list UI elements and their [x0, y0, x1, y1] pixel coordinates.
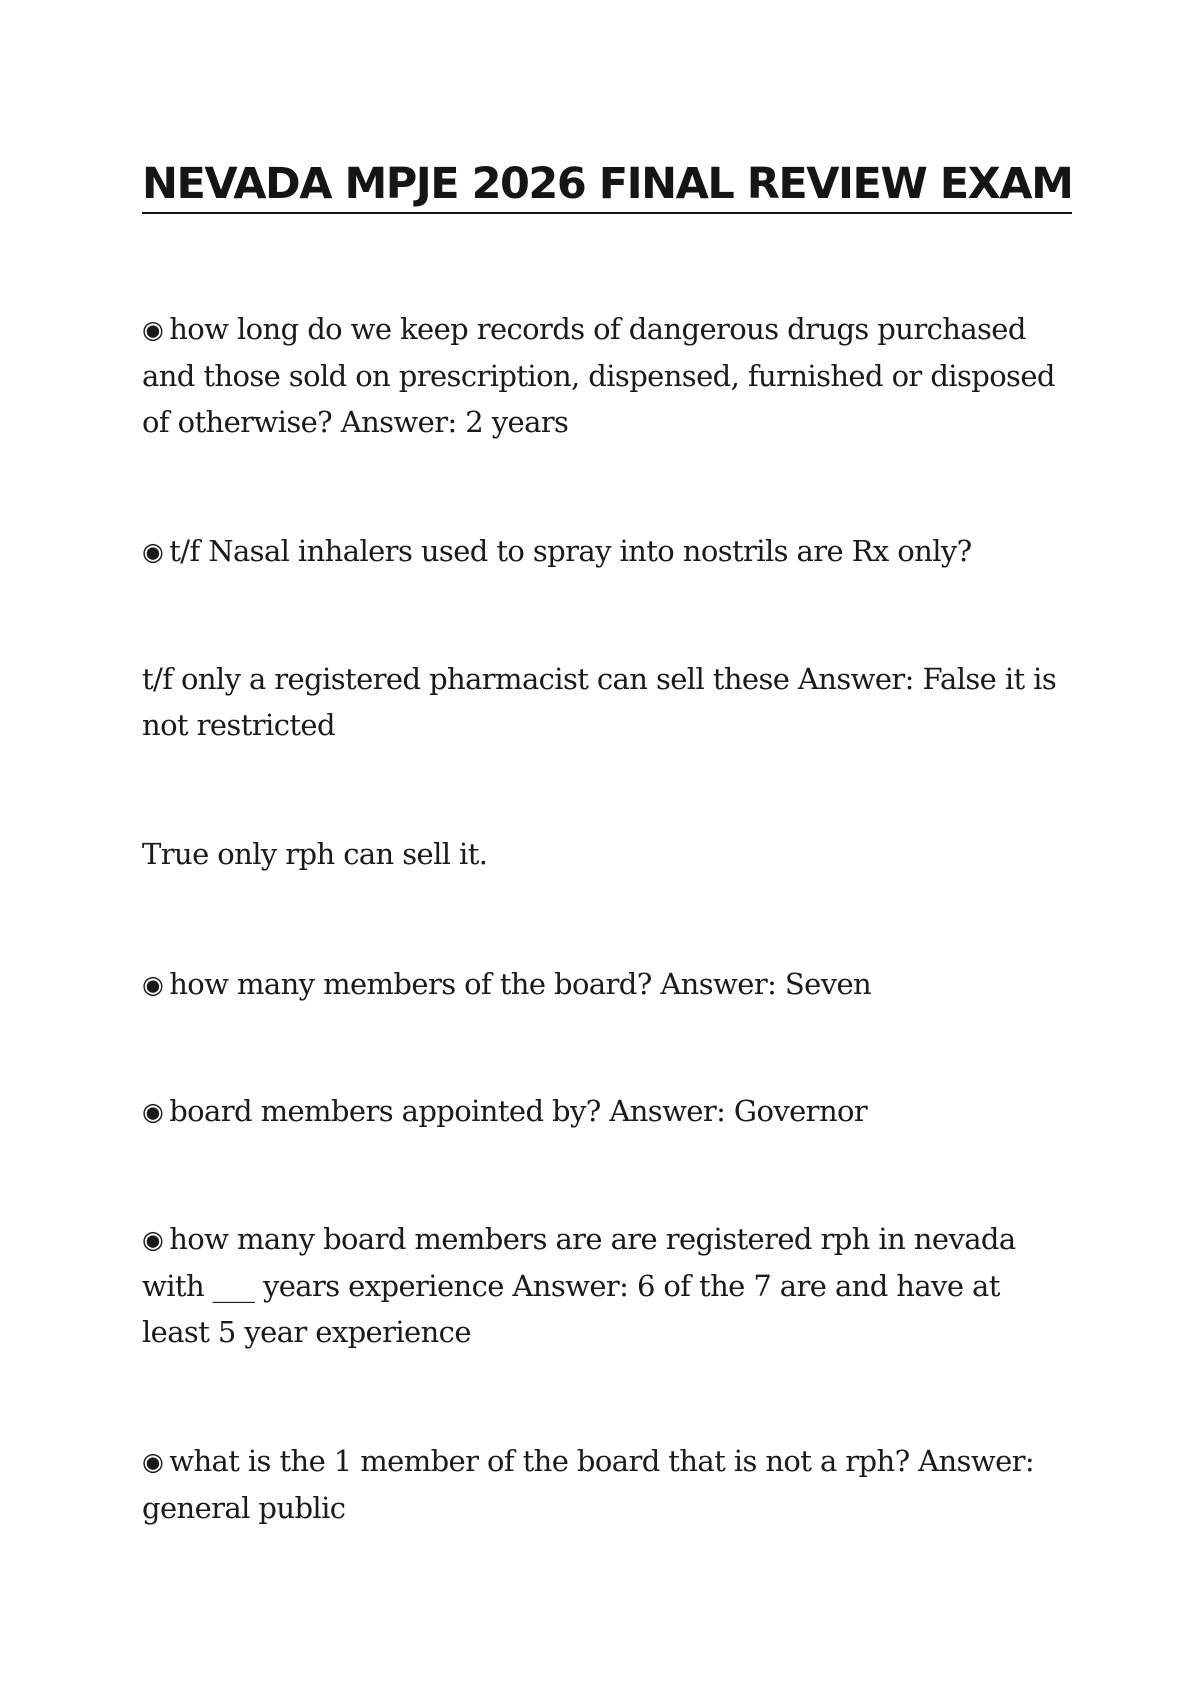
entry-registered-pharmacist	[142, 656, 1072, 748]
entry-text: how many members of the board? Answer: Seven	[169, 967, 872, 1001]
bullet-icon: ◉	[142, 1447, 164, 1476]
document-title: NEVADA MPJE 2026 FINAL REVIEW EXAM	[142, 156, 1072, 214]
entry-record-retention	[142, 306, 1072, 445]
bullet-icon: ◉	[142, 970, 164, 999]
entry-board-members-count	[142, 961, 1072, 1008]
entry-text: how long do we keep records of dangerous drugs purchased and those sold on prescription, dispensed, furnished or disposed of otherwise? Answer: 2 years	[142, 312, 1055, 439]
entry-board-appointed-by	[142, 1088, 1072, 1135]
bullet-icon: ◉	[142, 1225, 164, 1254]
bullet-icon: ◉	[142, 537, 164, 566]
entry-board-rph-experience	[142, 1216, 1072, 1355]
entry-text: how many board members are are registered rph in nevada with ___ years experience Answer: 6 of the 7 are and have at least 5 year experience	[142, 1222, 1016, 1349]
entry-nasal-inhalers	[142, 528, 1072, 575]
bullet-icon: ◉	[142, 315, 164, 344]
entry-text: t/f Nasal inhalers used to spray into nostrils are Rx only?	[169, 534, 972, 568]
entry-text: t/f only a registered pharmacist can sell these Answer: False it is not restricted	[142, 662, 1057, 742]
bullet-icon: ◉	[142, 1097, 164, 1126]
entry-non-rph-member	[142, 1438, 1072, 1531]
entry-text: board members appointed by? Answer: Governor	[169, 1094, 868, 1128]
entry-text: True only rph can sell it.	[142, 837, 488, 871]
entry-text: what is the 1 member of the board that is not a rph? Answer: general public	[142, 1444, 1035, 1525]
entry-true-only-rph	[142, 831, 1072, 877]
